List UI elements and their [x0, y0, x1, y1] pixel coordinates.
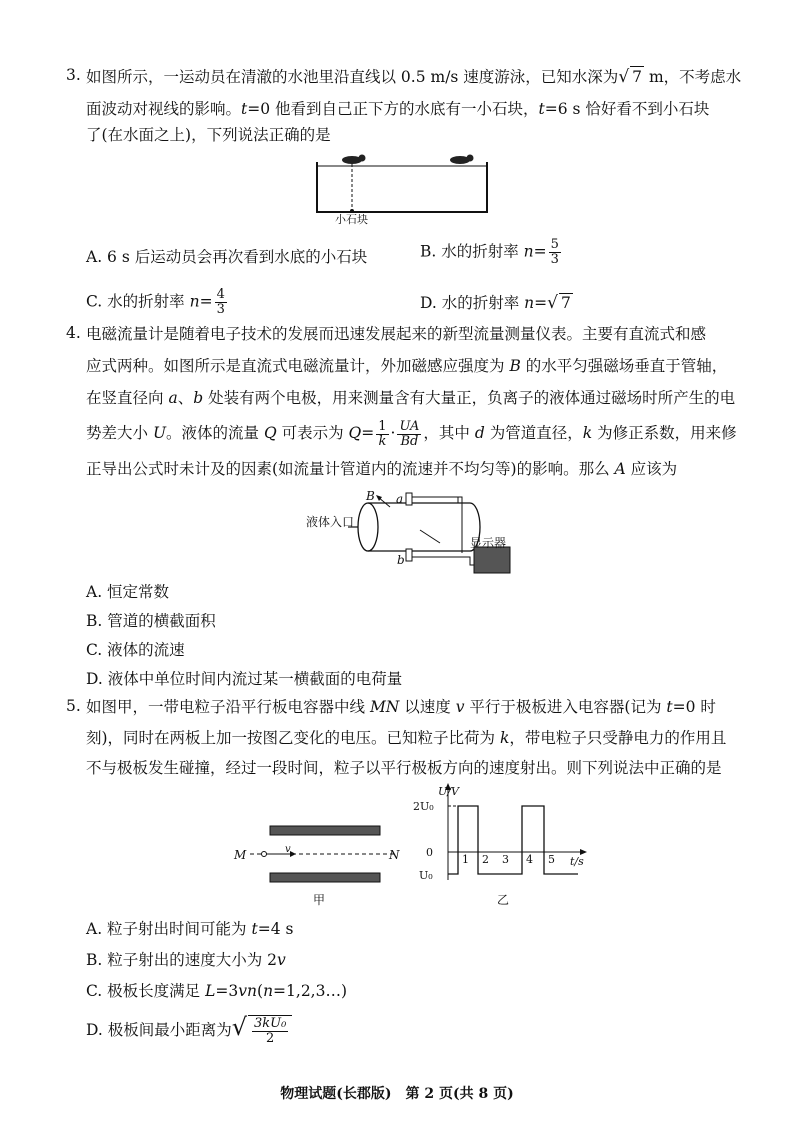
option-c: C. 水的折射率 n= $\frac{4}{3}$: [86, 287, 225, 317]
graph-xlabel: t/s: [570, 855, 584, 868]
question-text-line: 应式两种。如图所示是直流式电磁流量计，外加磁感应强度为 B 的水平匀强磁场垂直于管轴，: [86, 357, 728, 375]
option-b: B. 粒子射出的速度大小为 2v: [86, 951, 286, 969]
electrode-a-label: a: [396, 492, 404, 506]
capacitor-figure: [230, 818, 410, 898]
page-footer: 物理试题(长郡版) 第 2 页(共 8 页): [280, 1086, 514, 1102]
graph-y-neg-label: U₀: [419, 869, 433, 882]
question-text-line: 在竖直径向 a、b 处装有两个电极，用来测量含有大量正，负离子的液体通过磁场时所产生的电: [86, 389, 736, 407]
question-text-line: 如图甲，一带电粒子沿平行板电容器中线 MN 以速度 v 平行于极板进入电容器(记为 t=0 时: [86, 698, 716, 716]
graph-tick-1: 1: [462, 853, 469, 866]
point-n-label: N: [389, 848, 400, 862]
option-a: A. 粒子射出时间可能为 t=4 s: [86, 920, 294, 938]
point-m-label: M: [234, 848, 247, 862]
question-number: 3.: [66, 66, 81, 84]
graph-tick-4: 4: [526, 853, 533, 866]
voltage-graph: [410, 780, 590, 890]
question-text-line: 了(在水面之上)，下列说法正确的是: [86, 126, 331, 144]
bottom-plate: [270, 873, 380, 882]
figure-a-caption: 甲: [313, 893, 326, 907]
option-b: B. 管道的横截面积: [86, 612, 216, 630]
question-text-line: 如图所示，一运动员在清澈的水池里沿直线以 0.5 m/s 速度游泳，已知水深为√ 7 m，不考虑水: [86, 67, 742, 87]
option-c: C. 极板长度满足 L=3vn(n=1,2,3…): [86, 982, 348, 1000]
question-text-line: 势差大小 U。液体的流量 Q 可表示为 Q= $\frac{1}{k}$ · $\frac{UA}{Bd}$ ，其中 d 为管道直径，k 为修正系数，用来修: [86, 418, 737, 449]
option-a: A. 恒定常数: [86, 583, 170, 601]
inlet-label: 液体入口: [306, 515, 355, 529]
question-text-line: 正导出公式时未计及的因素(如流量计管道内的流速并不均匀等)的影响。那么 A 应该为: [86, 460, 678, 478]
figure-b-caption: 乙: [497, 893, 510, 907]
option-c: C. 液体的流速: [86, 641, 185, 659]
top-plate: [270, 826, 380, 835]
question-text-line: 电磁流量计是随着电子技术的发展而迅速发展起来的新型流量测量仪表。主要有直流式和感: [86, 325, 707, 343]
graph-tick-5: 5: [548, 853, 555, 866]
question-text-line: 面波动对视线的影响。t=0 他看到自己正下方的水底有一小石块，t=6 s 恰好看不到小石块: [86, 100, 710, 118]
graph-y-top-label: 2U₀: [413, 800, 434, 813]
swimmer-2-icon: [450, 155, 474, 165]
graph-ylabel: U/V: [438, 785, 459, 798]
option-a: A. 6 s 后运动员会再次看到水底的小石块: [86, 248, 368, 266]
particle: [262, 852, 267, 857]
option-b: B. 水的折射率 n= $\frac{5}{3}$: [420, 237, 559, 267]
display-label: 显示器: [470, 536, 507, 550]
graph-tick-2: 2: [482, 853, 489, 866]
pebble-label: 小石块: [335, 213, 368, 226]
question-text-line: 刻)，同时在两板上加一按图乙变化的电压。已知粒子比荷为 k，带电粒子只受静电力的作用且: [86, 729, 727, 747]
option-d: D. 液体中单位时间内流过某一横截面的电荷量: [86, 670, 403, 688]
graph-y-zero-label: 0: [426, 846, 433, 859]
question-number: 5.: [66, 697, 81, 715]
velocity-label: v: [285, 844, 291, 855]
question-text-line: 不与极板发生碰撞，经过一段时间，粒子以平行极板方向的速度射出。则下列说法中正确的是: [86, 759, 722, 777]
option-d: D. 水的折射率 n=√ 7: [420, 293, 571, 313]
electrode-b-label: b: [397, 553, 405, 567]
option-d: D. 极板间最小距离为√ $\frac{\text{3kU₀}}{2}$: [86, 1013, 292, 1046]
graph-tick-3: 3: [502, 853, 509, 866]
b-field-label: B: [366, 489, 375, 503]
question-number: 4.: [66, 324, 81, 342]
swimmer-1-icon: [342, 155, 366, 165]
